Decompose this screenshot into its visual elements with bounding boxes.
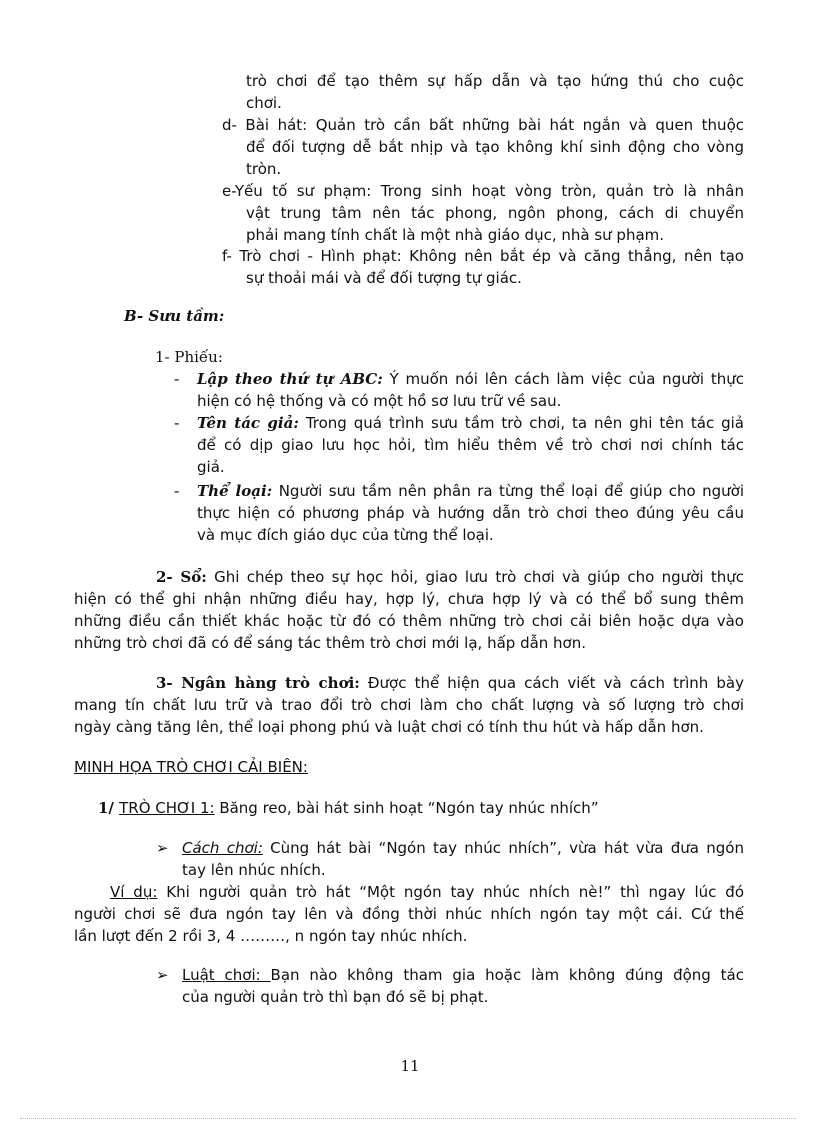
text-line: tay lên nhúc nhích. [182, 861, 326, 879]
text-line: những trò chơi đã có để sáng tác thêm trò chơi mới lạ, hấp dẫn hơn. [74, 634, 587, 652]
dash-bullet: - [174, 370, 180, 388]
bullet-author-name [197, 412, 744, 478]
game1-title [98, 797, 599, 819]
item-text: Được thể hiện qua cách viết và cách trình bày [359, 674, 744, 692]
text-line: để đối tượng dễ bắt nhịp và tạo không khí sinh động cho vòng [246, 138, 744, 156]
text-line: ngày càng tăng lên, thể loại phong phú và luật chơi có tính thu hút và hấp dẫn hơn. [74, 718, 704, 736]
page-number: 11 [400, 1057, 420, 1075]
text-line: người chơi sẽ đưa ngón tay lên và đồng thời nhúc nhích ngón tay một cái. Cứ thế [74, 905, 744, 923]
text-line: d- Bài hát: Quản trò cần bất những bài hát ngắn và quen thuộc [222, 116, 744, 134]
text-line [74, 881, 744, 903]
how-to-play-text: Cùng hát bài “Ngón tay nhúc nhích”, vừa hát vừa đưa ngón [262, 839, 744, 857]
text-line: sự thoải mái và để đối tượng tự giác. [246, 269, 522, 287]
item-f-penalty [222, 245, 744, 289]
text-line: e-Yếu tố sư phạm: Trong sinh hoạt vòng tròn, quản trò là nhân [222, 182, 744, 200]
text-line: chơi. [246, 94, 282, 112]
bullet-text: Trong quá trình sưu tầm trò chơi, ta nên ghi tên tác giả [298, 414, 745, 432]
illustration-heading: MINH HỌA TRÒ CHƠI CẢI BIÊN: [74, 758, 308, 776]
text-line: trò chơi để tạo thêm sự hấp dẫn và tạo hứng thú cho cuộc [246, 72, 744, 90]
text-line: để có dịp giao lưu học hỏi, tìm hiểu thêm về trò chơi nơi chính tác [197, 436, 744, 454]
item-c-continuation [246, 70, 744, 114]
rules-text: Bạn nào không tham gia hoặc làm không đúng động tác [270, 966, 744, 984]
text-line [182, 964, 744, 986]
item-d-song [222, 114, 744, 180]
text-line: hiện có thể ghi nhận những điều hay, hợp lý, chưa hợp lý và có thể bổ sung thêm [74, 590, 744, 608]
text-line: giả. [197, 458, 225, 476]
game-rules [182, 964, 744, 1008]
section-b-heading: B- Sưu tầm: [124, 307, 225, 325]
bullet-label: Lập theo thứ tự ABC: [197, 370, 383, 388]
text-line: những điều cần thiết khác hoặc từ đó có thêm những trò chơi cải biên hoặc dựa vào [74, 612, 744, 630]
text-line: và mục đích giáo dục của từng thể loại. [197, 526, 494, 544]
game-label: TRÒ CHƠI 1: [119, 799, 215, 817]
footer-dotted-rule [20, 1118, 796, 1119]
text-line: phải mang tính chất là một nhà giáo dục, nhà sư phạm. [246, 226, 665, 244]
text-line [197, 412, 744, 434]
example-label: Ví dụ: [110, 883, 158, 901]
bullet-label: Tên tác giả: [197, 414, 299, 432]
text-line: mang tín chất lưu trữ và trao đổi trò chơi làm cho chất lượng và số lượng trò chơi [74, 696, 744, 714]
item2-notebook [74, 566, 744, 654]
bullet-text: Người sưu tầm nên phân ra từng thể loại để giúp cho người [272, 482, 744, 500]
bullet-text: Ý muốn nói lên cách làm việc của người thực [382, 370, 744, 388]
item-text: Ghi chép theo sự học hỏi, giao lưu trò chơi và giúp cho người thực [206, 568, 744, 586]
bullet-label: Thể loại: [197, 482, 273, 500]
text-line [74, 672, 744, 694]
bullet-genre [197, 480, 744, 546]
text-line [197, 368, 744, 390]
how-to-play [182, 837, 744, 881]
text-line: của người quản trò thì bạn đó sẽ bị phạt. [182, 988, 489, 1006]
dash-bullet: - [174, 482, 180, 500]
item3-game-bank [74, 672, 744, 738]
text-line: tròn. [246, 160, 282, 178]
item-e-pedagogy [222, 180, 744, 246]
text-line: lần lượt đến 2 rồi 3, 4 ………, n ngón tay nhúc nhích. [74, 927, 468, 945]
example-text: Khi người quản trò hát “Một ngón tay nhúc nhích nè!” thì ngay lúc đó [157, 883, 745, 901]
item-label: 2- Sổ: [156, 568, 207, 586]
game-text: Băng reo, bài hát sinh hoạt “Ngón tay nhúc nhích” [214, 799, 599, 817]
text-line: f- Trò chơi - Hình phạt: Không nên bắt ép và căng thẳng, nên tạo [222, 247, 744, 265]
dash-bullet: - [174, 414, 180, 432]
text-line [197, 480, 744, 502]
arrow-bullet-icon: ➢ [156, 966, 169, 984]
rules-label: Luật chơi: [182, 966, 271, 984]
arrow-bullet-icon: ➢ [156, 839, 169, 857]
item1-title: 1- Phiếu: [155, 348, 223, 366]
how-to-play-label: Cách chơi: [182, 839, 263, 857]
text-line: vật trung tâm nên tác phong, ngôn phong, cách di chuyển [246, 204, 744, 222]
text-line [182, 837, 744, 859]
text-line [74, 566, 744, 588]
bullet-abc-order [197, 368, 744, 412]
text-line: hiện có hệ thống và có một hồ sơ lưu trữ về sau. [197, 392, 562, 410]
example [74, 881, 744, 947]
text-line: thực hiện có phương pháp và hướng dẫn trò chơi theo đúng yêu cầu [197, 504, 744, 522]
item-label: 3- Ngân hàng trò chơi: [156, 674, 360, 692]
game-prefix: 1/ [98, 799, 120, 817]
